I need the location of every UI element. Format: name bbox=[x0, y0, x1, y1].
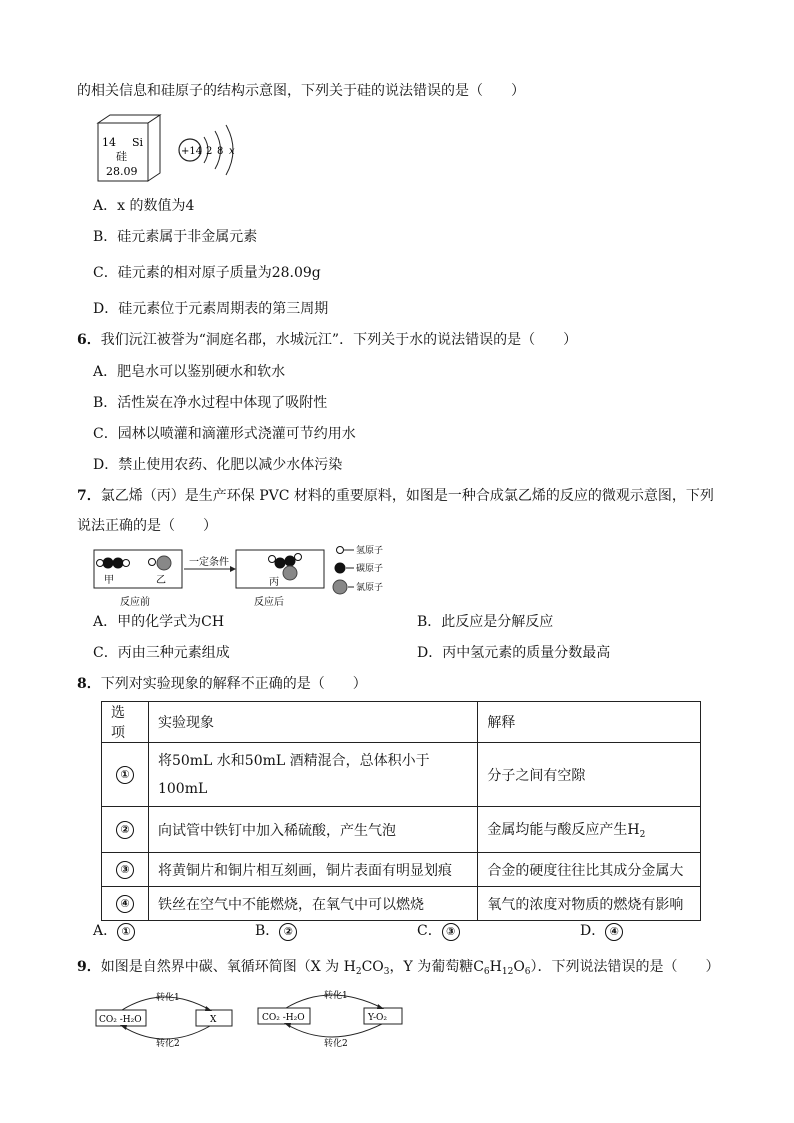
q8-option-a-id: ① bbox=[117, 923, 135, 941]
row-id: ① bbox=[116, 766, 134, 784]
cycle2-left-box: CO₂ -H₂O bbox=[262, 1013, 305, 1023]
table-row bbox=[102, 887, 701, 921]
q6-option-d: D．禁止使用农药、化肥以减少水体污染 bbox=[93, 457, 343, 473]
q9-number: 9． bbox=[77, 959, 101, 975]
q6-option-b: B．活性炭在净水过程中体现了吸附性 bbox=[93, 395, 328, 411]
header-explanation: 解释 bbox=[478, 702, 701, 743]
experiment-table bbox=[101, 701, 701, 921]
table-row bbox=[102, 807, 701, 853]
q6-stem bbox=[77, 331, 577, 349]
q7-stem-line2: 说法正确的是（ ） bbox=[77, 518, 217, 534]
q5-option-b: B．硅元素属于非金属元素 bbox=[93, 229, 258, 245]
silicon-element-figure bbox=[92, 113, 252, 185]
q8-option-b-id: ② bbox=[279, 923, 297, 941]
atom-structure-diagram bbox=[179, 125, 235, 175]
after-box bbox=[236, 550, 324, 588]
legend-hydrogen: 氢原子 bbox=[356, 546, 384, 556]
q6-option-c: C．园林以喷灌和滴灌形式浇灌可节约用水 bbox=[93, 426, 356, 442]
cycle-diagram-1 bbox=[96, 991, 232, 1049]
q8-option-d: D． ④ bbox=[580, 922, 623, 941]
table-row bbox=[102, 853, 701, 887]
q7-number: 7． bbox=[77, 488, 101, 504]
row-phenomenon-cont: 100mL bbox=[157, 780, 208, 797]
row-explanation: 金属均能与酸反应产生H bbox=[487, 822, 640, 838]
shell-3-electrons: x bbox=[229, 146, 235, 157]
row-explanation: 合金的硬度往往比其成分金属大 bbox=[478, 853, 701, 887]
q7-stem bbox=[77, 487, 714, 505]
table-row bbox=[102, 743, 701, 807]
row-id: ④ bbox=[116, 895, 134, 913]
element-name: 硅 bbox=[116, 150, 127, 163]
cycle1-bottom-label: 转化2 bbox=[156, 1039, 180, 1049]
row-id: ② bbox=[116, 821, 134, 839]
product-label: 丙 bbox=[269, 577, 279, 588]
carbon-oxygen-cycle-diagrams bbox=[92, 986, 422, 1052]
legend-carbon: 碳原子 bbox=[356, 564, 384, 574]
row-explanation: 氧气的浓度对物质的燃烧有影响 bbox=[478, 887, 701, 921]
cycle-diagram-2 bbox=[258, 989, 402, 1049]
row-phenomenon: 将50mL 水和50mL 酒精混合，总体积小于 bbox=[157, 752, 430, 769]
nucleus-charge: +14 bbox=[181, 146, 203, 157]
q6-number: 6． bbox=[77, 332, 101, 348]
q6-stem-text: 我们沅江被誉为“洞庭名郡，水城沅江”．下列关于水的说法错误的是（ ） bbox=[100, 332, 578, 348]
reactant-b-label: 乙 bbox=[156, 575, 166, 586]
element-card bbox=[98, 115, 160, 181]
q5-option-c: C．硅元素的相对原子质量为28.09g bbox=[93, 265, 321, 281]
q7-option-c: C．丙由三种元素组成 bbox=[93, 645, 230, 661]
header-phenomenon: 实验现象 bbox=[148, 702, 477, 743]
diagram-legend bbox=[333, 544, 383, 594]
q9-stem: 9．如图是自然界中碳、氧循环简图（X 为 $H_2CO_3$，Y 为葡萄糖$C_6H_{12}O_6$）．下列说法错误的是（ ） bbox=[77, 959, 720, 977]
cycle1-left-box: CO₂ -H₂O bbox=[99, 1015, 142, 1025]
reaction-condition: 一定条件 bbox=[189, 557, 229, 568]
element-symbol: Si bbox=[132, 136, 144, 149]
q8-option-c-id: ③ bbox=[442, 923, 460, 941]
legend-chlorine: 氯原子 bbox=[356, 583, 384, 593]
cycle2-top-label: 转化1 bbox=[324, 991, 348, 1001]
q8-option-d-id: ④ bbox=[605, 923, 623, 941]
reaction-micro-diagram bbox=[92, 543, 402, 609]
row-phenomenon: 将黄铜片和铜片相互刻画，铜片表面有明显划痕 bbox=[148, 853, 477, 887]
q7-option-a: A．甲的化学式为CH bbox=[93, 614, 225, 630]
q8-stem bbox=[77, 675, 367, 693]
q8-stem-text: 下列对实验现象的解释不正确的是（ ） bbox=[100, 676, 367, 692]
shell-2-electrons: 8 bbox=[217, 146, 224, 157]
q8-number: 8． bbox=[77, 676, 101, 692]
q5-option-d: D．硅元素位于元素周期表的第三周期 bbox=[93, 301, 329, 317]
q5-option-a: A．x 的数值为4 bbox=[93, 198, 195, 214]
q7-option-d: D．丙中氢元素的质量分数最高 bbox=[417, 645, 611, 661]
q8-option-b: B． ② bbox=[255, 922, 297, 941]
q7-option-b: B．此反应是分解反应 bbox=[417, 614, 554, 630]
shell-1-electrons: 2 bbox=[206, 146, 213, 157]
row-explanation: 分子之间有空隙 bbox=[478, 743, 701, 807]
row-explanation-sub: 2 bbox=[639, 830, 646, 840]
q8-option-a: A． ① bbox=[93, 922, 135, 941]
cycle1-right-box: X bbox=[210, 1015, 217, 1025]
row-phenomenon: 铁丝在空气中不能燃烧，在氧气中可以燃烧 bbox=[148, 887, 477, 921]
row-phenomenon: 向试管中铁钉中加入稀硫酸，产生气泡 bbox=[148, 807, 477, 853]
q6-option-a: A．肥皂水可以鉴别硬水和软水 bbox=[93, 364, 286, 380]
element-number: 14 bbox=[102, 136, 116, 149]
q5-stem-tail: 的相关信息和硅原子的结构示意图，下列关于硅的说法错误的是（ ） bbox=[77, 83, 525, 99]
cycle2-bottom-label: 转化2 bbox=[324, 1039, 348, 1049]
cycle1-top-label: 转化1 bbox=[156, 993, 180, 1003]
after-label: 反应后 bbox=[254, 597, 284, 608]
table-header-row bbox=[102, 702, 701, 743]
header-option: 选项 bbox=[102, 702, 149, 743]
q8-option-c: C． ③ bbox=[417, 922, 460, 941]
element-mass: 28.09 bbox=[106, 165, 138, 178]
reactant-a-label: 甲 bbox=[104, 575, 114, 586]
row-id: ③ bbox=[116, 861, 134, 879]
q7-stem-line1: 氯乙烯（丙）是生产环保 PVC 材料的重要原料，如图是一种合成氯乙烯的反应的微观示意图，下列 bbox=[100, 488, 714, 504]
cycle2-right-box: Y-O₂ bbox=[368, 1013, 387, 1023]
before-label: 反应前 bbox=[120, 597, 150, 608]
